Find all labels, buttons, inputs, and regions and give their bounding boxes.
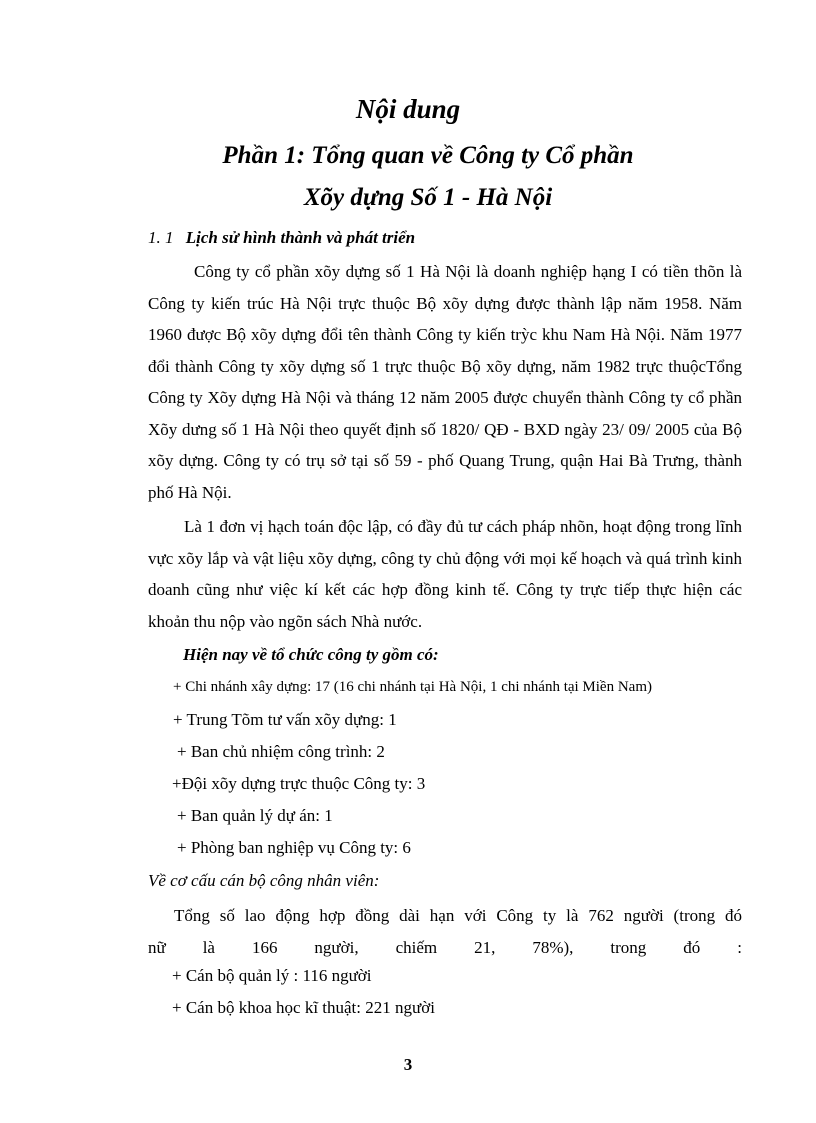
staff-item-managers: + Cán bộ quản lý : 116 người — [172, 966, 372, 985]
staff-item-technical: + Cán bộ khoa học kĩ thuật: 221 người — [172, 998, 435, 1017]
history-paragraph: Công ty cổ phần xõy dựng số 1 Hà Nội là doanh nghiệp hạng I có tiền thõn là Công ty kiến trúc Hà Nội trực thuộc Bộ xõy dựng được thành lập năm 1958. Năm 1960 được Bộ xõy dựng đổi tên thành Công ty kiến trỳc khu Nam Hà Nội. Năm 1977 đổi thành Công ty xõy dựng số 1 trực thuộc Bộ xõy dựng, năm 1982 trực thuộcTổng Công ty Xõy dựng Hà Nội và tháng 12 năm 2005 được chuyển thành Công ty cổ phần Xõy dưng số 1 Hà Nội theo quyết định số 1820/ QĐ - BXD ngày 23/ 09/ 2005 của Bộ xõy dựng. Công ty có trụ sở tại số 59 - phố Quang Trung, quận Hai Bà Trưng, thành phố Hà Nội. — [148, 262, 742, 502]
staff-paragraph-line-2: nữ là 166 người, chiếm 21, 78%), trong đó : — [148, 937, 742, 957]
staff-paragraph-line-1: Tổng số lao động hợp đồng dài hạn với Công ty là 762 người (trong đó — [174, 906, 742, 925]
section-heading — [148, 228, 415, 248]
org-item-branches: + Chi nhánh xây dựng: 17 (16 chi nhánh tại Hà Nội, 1 chi nhánh tại Miền Nam) — [173, 679, 652, 695]
staff-heading: Về cơ cấu cán bộ công nhân viên: — [148, 871, 380, 890]
part-title-line-2: Xõy dựng Số 1 - Hà Nội — [303, 184, 553, 211]
org-item-departments: + Phòng ban nghiệp vụ Công ty: 6 — [177, 838, 411, 857]
org-item-construction-teams: +Đội xõy dựng trực thuộc Công ty: 3 — [172, 774, 426, 793]
document-title: Nội dung — [355, 94, 461, 124]
business-paragraph: Là 1 đơn vị hạch toán độc lập, có đầy đủ tư cách pháp nhõn, hoạt động trong lĩnh vực xõy lắp và vật liệu xõy dựng, công ty chủ động với mọi kế hoạch và quá trình kinh doanh cũng như việc kí kết các hợp đồng kinh tế. Công ty trực tiếp thực hiện các khoản thu nộp vào ngõn sách Nhà nước. — [148, 517, 742, 631]
organization-heading: Hiện nay về tổ chức công ty gồm có: — [183, 645, 439, 664]
part-title-line-1: Phần 1: Tổng quan về Công ty Cổ phần — [222, 142, 634, 169]
org-item-project-board: + Ban chủ nhiệm công trình: 2 — [177, 742, 385, 761]
section-heading-text: Lịch sử hình thành và phát triển — [185, 228, 416, 247]
page-number: 3 — [403, 1055, 413, 1074]
org-item-consulting-center: + Trung Tõm tư vấn xõy dựng: 1 — [173, 710, 397, 729]
section-number: 1. 1 — [148, 228, 174, 247]
staff-paragraph — [148, 900, 742, 963]
org-item-project-management: + Ban quản lý dự án: 1 — [177, 806, 333, 825]
